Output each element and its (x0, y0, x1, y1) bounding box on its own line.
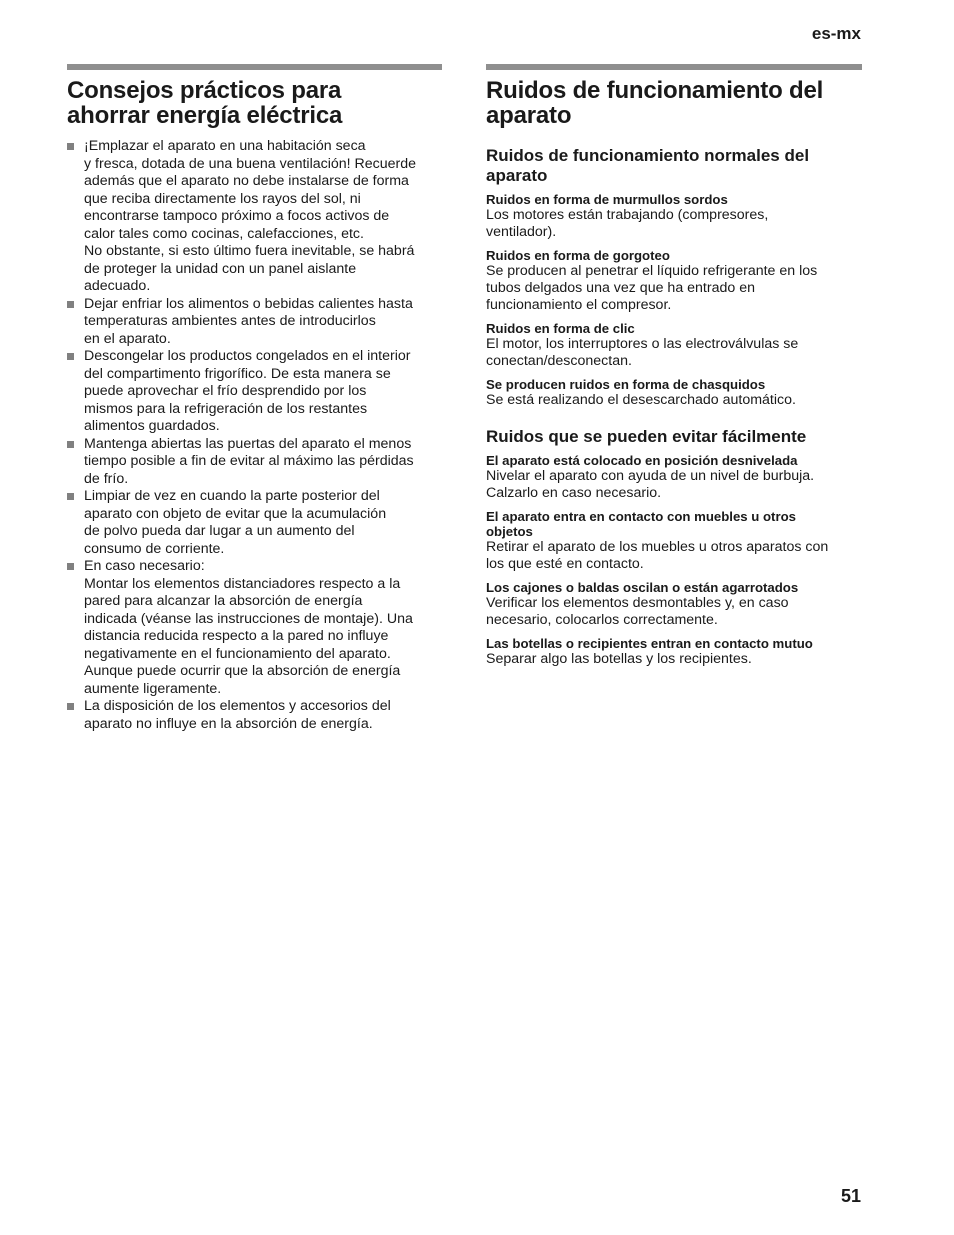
noise-entry (486, 377, 862, 409)
text-line: consumo de corriente. (84, 540, 225, 557)
text-line: aparato con objeto de evitar que la acumulación (84, 505, 387, 522)
text-line: de frío. (84, 470, 129, 487)
noise-entry (486, 453, 862, 502)
noise-entry (486, 509, 862, 573)
noise-column (486, 64, 862, 675)
noise-entry-title (486, 192, 862, 207)
noise-sections (486, 146, 862, 668)
text-line: Limpiar de vez en cuando la parte posterior del (84, 488, 380, 504)
noise-entry-title (486, 321, 862, 336)
locale-label: es-mx (811, 24, 861, 43)
tip-text (84, 436, 442, 489)
text-line: encontrarse tampoco próximo a focos activos de (84, 208, 390, 224)
energy-tips-list (67, 138, 442, 733)
text-line: Se producen ruidos en forma de chasquidos (486, 377, 766, 392)
square-bullet-icon (67, 441, 74, 448)
text-line: Ruidos en forma de murmullos sordos (486, 192, 728, 207)
section-heading (486, 427, 862, 447)
text-line: Mantenga abiertas las puertas del aparato el menos (84, 435, 412, 452)
text-line: del compartimento frigorífico. De esta manera se (84, 365, 391, 382)
tip-text (84, 558, 442, 698)
square-bullet-icon (67, 353, 74, 360)
text-line: Se producen al penetrar el líquido refrigerante en los (486, 263, 818, 279)
noise-entry-title (486, 509, 862, 539)
text-line: funcionamiento el compresor. (486, 297, 672, 313)
text-line: alimentos guardados. (84, 418, 220, 434)
text-line: aparato (486, 102, 572, 129)
text-line: objetos (486, 524, 533, 539)
square-bullet-icon (67, 301, 74, 308)
noise-title (486, 78, 862, 128)
noise-entry-title (486, 636, 862, 651)
text-line: en el aparato. (84, 330, 171, 347)
text-line: Nivelar el aparato con ayuda de un nivel de burbuja. (486, 468, 815, 484)
noise-entry-text (486, 539, 862, 573)
tip-text (84, 698, 442, 733)
text-line: Retirar el aparato de los muebles u otros aparatos con (486, 539, 829, 555)
text-line: En caso necesario: (84, 558, 205, 574)
text-line: La disposición de los elementos y accesorios del (84, 698, 391, 714)
text-line: Ruidos que se pueden evitar fácilmente (486, 427, 807, 446)
tip-item (67, 348, 442, 436)
noise-entry-title (486, 580, 862, 595)
text-line: Descongelar los productos congelados en el interior (84, 348, 411, 364)
square-bullet-icon (67, 703, 74, 710)
text-line: aparato (486, 166, 548, 185)
tip-text (84, 138, 442, 296)
text-line: distancia reducida respecto a la pared no influye (84, 628, 389, 644)
text-line: aumente ligeramente. (84, 680, 222, 697)
text-line: Los cajones o baldas oscilan o están agarrotados (486, 580, 799, 595)
noise-entry (486, 192, 862, 241)
tip-text (84, 348, 442, 436)
noise-entry-title (486, 377, 862, 392)
text-line: El aparato está colocado en posición desnivelada (486, 453, 798, 468)
text-line: ventilador). (486, 224, 557, 240)
text-line: de proteger la unidad con un panel aislante (84, 260, 357, 277)
noise-entry-text (486, 392, 862, 409)
noise-entry-text (486, 336, 862, 370)
text-line: El aparato entra en contacto con muebles u otros (486, 509, 796, 524)
text-line: ¡Emplazar el aparato en una habitación seca (84, 138, 366, 154)
tip-item (67, 296, 442, 349)
text-line: de polvo pueda dar lugar a un aumento del (84, 523, 355, 539)
text-line: tiempo posible a fin de evitar al máximo las pérdidas (84, 453, 414, 469)
section-rule (486, 64, 862, 70)
tip-text (84, 488, 442, 558)
text-line: adecuado. (84, 278, 151, 294)
energy-tips-title (67, 78, 442, 128)
text-line: Dejar enfriar los alimentos o bebidas calientes hasta (84, 295, 413, 312)
tip-item (67, 558, 442, 698)
text-line: Ruidos en forma de clic (486, 321, 635, 336)
text-line: Ruidos de funcionamiento del (486, 77, 824, 104)
noise-entry-text (486, 207, 862, 241)
square-bullet-icon (67, 143, 74, 150)
page-number: 51 (840, 1186, 861, 1206)
energy-tips-column (67, 64, 442, 733)
text-line: Montar los elementos distanciadores respecto a la (84, 575, 401, 592)
text-line: El motor, los interruptores o las electroválvulas se (486, 336, 799, 352)
text-line: indicada (véanse las instrucciones de montaje). Una (84, 610, 413, 627)
text-line: Consejos prácticos para (67, 77, 342, 104)
text-line: ahorrar energía eléctrica (67, 102, 343, 129)
text-line: que reciba directamente los rayos del sol, ni (84, 190, 361, 207)
text-line: además que el aparato no debe instalarse de forma (84, 173, 409, 189)
text-line: temperaturas ambientes antes de introducirlos (84, 313, 376, 329)
noise-entry (486, 580, 862, 629)
text-line: y fresca, dotada de una buena ventilación! Recuerde (84, 155, 417, 172)
text-line: Las botellas o recipientes entran en contacto mutuo (486, 636, 813, 651)
noise-entry (486, 636, 862, 668)
noise-entry-title (486, 453, 862, 468)
text-line: Ruidos en forma de gorgoteo (486, 248, 670, 263)
text-line: conectan/desconectan. (486, 353, 632, 369)
noise-entry-text (486, 468, 862, 502)
text-line: Se está realizando el desescarchado automático. (486, 392, 796, 408)
square-bullet-icon (67, 563, 74, 570)
noise-entry-title (486, 248, 862, 263)
noise-entry-text (486, 595, 862, 629)
noise-entry-text (486, 263, 862, 314)
section-heading (486, 146, 862, 186)
text-line: puede aprovechar el frío desprendido por los (84, 383, 367, 399)
text-line: calor tales como cocinas, calefacciones, etc. (84, 225, 364, 242)
tip-item (67, 488, 442, 558)
text-line: mismos para la refrigeración de los restantes (84, 400, 368, 417)
text-line: Separar algo las botellas y los recipientes. (486, 651, 752, 667)
noise-entry (486, 248, 862, 314)
noise-entry (486, 321, 862, 370)
text-line: aparato no influye en la absorción de energía. (84, 715, 373, 732)
tip-item (67, 436, 442, 489)
section-rule (67, 64, 442, 70)
text-line: Ruidos de funcionamiento normales del (486, 146, 810, 165)
text-line: Aunque puede ocurrir que la absorción de energía (84, 663, 401, 679)
text-line: pared para alcanzar la absorción de energía (84, 593, 363, 609)
text-line: negativamente en el funcionamiento del aparato. (84, 645, 391, 662)
tip-text (84, 296, 442, 349)
text-line: No obstante, si esto último fuera inevitable, se habrá (84, 243, 415, 259)
text-line: tubos delgados una vez que ha entrado en (486, 280, 755, 296)
tip-item (67, 698, 442, 733)
tip-item (67, 138, 442, 296)
text-line: Calzarlo en caso necesario. (486, 485, 662, 501)
text-line: necesario, colocarlos correctamente. (486, 612, 718, 628)
square-bullet-icon (67, 493, 74, 500)
text-line: Los motores están trabajando (compresores, (486, 207, 769, 223)
text-line: Verificar los elementos desmontables y, en caso (486, 595, 789, 611)
text-line: los que esté en contacto. (486, 556, 644, 572)
noise-entry-text (486, 651, 862, 668)
